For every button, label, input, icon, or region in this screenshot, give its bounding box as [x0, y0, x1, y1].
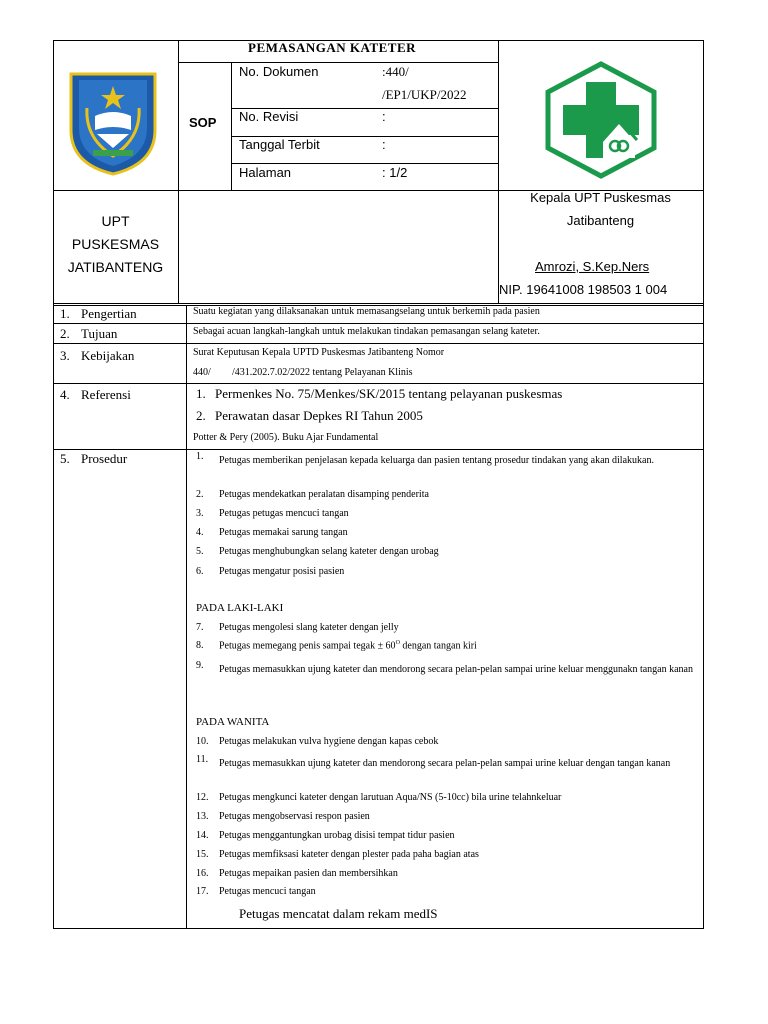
step-1-num: 1. — [196, 451, 204, 462]
referensi-item2-num: 2. — [196, 408, 206, 423]
step-14: Petugas menggantungkan urobag disisi tempat tidur pasien — [219, 830, 455, 841]
prosedur-num: 5. — [60, 451, 70, 466]
step-10-num: 10. — [196, 736, 209, 747]
issue-date-value: : — [382, 137, 386, 152]
step-8-degree: O — [395, 640, 400, 646]
referensi-label: Referensi — [81, 387, 131, 402]
female-heading: PADA WANITA — [196, 716, 270, 728]
org-line2: PUSKESMAS — [71, 236, 160, 252]
final-step: Petugas mencatat dalam rekam medIS — [239, 906, 438, 921]
step-8-text-a: Petugas memegang penis sampai tegak ± 60 — [219, 640, 396, 652]
male-heading: PADA LAKI-LAKI — [196, 602, 284, 614]
step-3: Petugas petugas mencuci tangan — [219, 508, 349, 519]
signatory-location: Jatibanteng — [566, 213, 635, 228]
step-14-num: 14. — [196, 830, 209, 841]
signatory-title: Kepala UPT Puskesmas — [530, 190, 671, 205]
step-3-num: 3. — [196, 508, 204, 519]
step-8-num: 8. — [196, 640, 204, 651]
step-4: Petugas memakai sarung tangan — [219, 527, 348, 538]
pengertian-num: 1. — [60, 306, 70, 321]
kebijakan-num: 3. — [60, 348, 70, 363]
step-12: Petugas mengkunci kateter dengan larutuan Aqua/NS (5-10cc) bila urine telahnkeluar — [219, 792, 562, 803]
prosedur-label: Prosedur — [81, 451, 128, 466]
step-13: Petugas mengobservasi respon pasien — [219, 811, 370, 822]
step-5-num: 5. — [196, 546, 204, 557]
step-12-num: 12. — [196, 792, 209, 803]
step-10: Petugas melakukan vulva hygiene dengan kapas cebok — [219, 736, 439, 747]
referensi-item1-num: 1. — [196, 386, 206, 401]
tujuan-label: Tujuan — [81, 326, 118, 341]
page-label: Halaman — [239, 165, 292, 180]
step-5: Petugas menghubungkan selang kateter dengan urobag — [219, 546, 439, 557]
step-8-text-b: dengan tangan kiri — [399, 640, 477, 652]
step-11-num: 11. — [196, 754, 209, 765]
step-16-num: 16. — [196, 868, 209, 879]
kebijakan-line1: Surat Keputusan Kepala UPTD Puskesmas Jatibanteng Nomor — [193, 347, 445, 358]
step-9: Petugas memasukkan ujung kateter dan mendorong secara pelan-pelan sampai urine keluar menggunakn tangan kanan — [219, 664, 693, 675]
doc-number-label: No. Dokumen — [239, 64, 319, 79]
doc-number-value-line2: /EP1/UKP/2022 — [382, 87, 467, 102]
tujuan-text: Sebagai acuan langkah-langkah untuk melakukan tindakan pemasangan selang kateter. — [193, 326, 540, 337]
step-6: Petugas mengatur posisi pasien — [219, 566, 345, 577]
step-2-num: 2. — [196, 489, 204, 500]
logo-right-puskesmas-icon — [541, 60, 661, 180]
document-title: PEMASANGAN KATETER — [248, 40, 417, 55]
sop-label: SOP — [189, 115, 217, 130]
kebijakan-line2a: 440/ — [193, 367, 211, 378]
step-7-num: 7. — [196, 622, 204, 633]
kebijakan-line2b: /431.202.7.02/2022 tentang Pelayanan Klinis — [232, 367, 413, 378]
step-17-num: 17. — [196, 886, 209, 897]
referensi-item1: Permenkes No. 75/Menkes/SK/2015 tentang pelayanan puskesmas — [215, 386, 563, 401]
step-2: Petugas mendekatkan peralatan disamping penderita — [219, 489, 429, 500]
signatory-nip: NIP. 19641008 198503 1 004 — [499, 282, 668, 297]
page-value: : 1/2 — [382, 165, 408, 180]
revision-label: No. Revisi — [239, 109, 299, 124]
kebijakan-label: Kebijakan — [81, 348, 135, 363]
revision-value: : — [382, 109, 386, 124]
tujuan-num: 2. — [60, 326, 70, 341]
step-8 — [219, 640, 477, 651]
step-17: Petugas mencuci tangan — [219, 886, 316, 897]
pengertian-label: Pengertian — [81, 306, 137, 321]
org-line1: UPT — [101, 213, 130, 229]
step-11: Petugas memasukkan ujung kateter dan mendorong secara pelan-pelan sampai urine keluar dengan tangan kanan — [219, 758, 671, 769]
step-16: Petugas mepaikan pasien dan membersihkan — [219, 868, 398, 879]
doc-number-value-line1: :440/ — [382, 64, 409, 79]
referensi-item3: Potter & Pery (2005). Buku Ajar Fundamental — [193, 432, 379, 443]
step-1: Petugas memberikan penjelasan kepada keluarga dan pasien tentang prosedur tindakan yang akan dilakukan. — [219, 455, 654, 466]
referensi-num: 4. — [60, 387, 70, 402]
org-line3: JATIBANTENG — [67, 259, 164, 275]
step-13-num: 13. — [196, 811, 209, 822]
step-15-num: 15. — [196, 849, 209, 860]
pengertian-text: Suatu kegiatan yang dilaksanakan untuk memasangselang untuk berkemih pada pasien — [193, 306, 540, 317]
signatory-name: Amrozi, S.Kep.Ners — [535, 259, 650, 274]
step-15: Petugas memfiksasi kateter dengan plester pada paha bagian atas — [219, 849, 479, 860]
referensi-item2: Perawatan dasar Depkes RI Tahun 2005 — [215, 408, 423, 423]
logo-left-crest-icon — [67, 68, 159, 176]
issue-date-label: Tanggal Terbit — [239, 137, 320, 152]
step-4-num: 4. — [196, 527, 204, 538]
step-6-num: 6. — [196, 566, 204, 577]
org-name — [53, 210, 178, 279]
step-7: Petugas mengolesi slang kateter dengan jelly — [219, 622, 399, 633]
step-9-num: 9. — [196, 660, 204, 671]
